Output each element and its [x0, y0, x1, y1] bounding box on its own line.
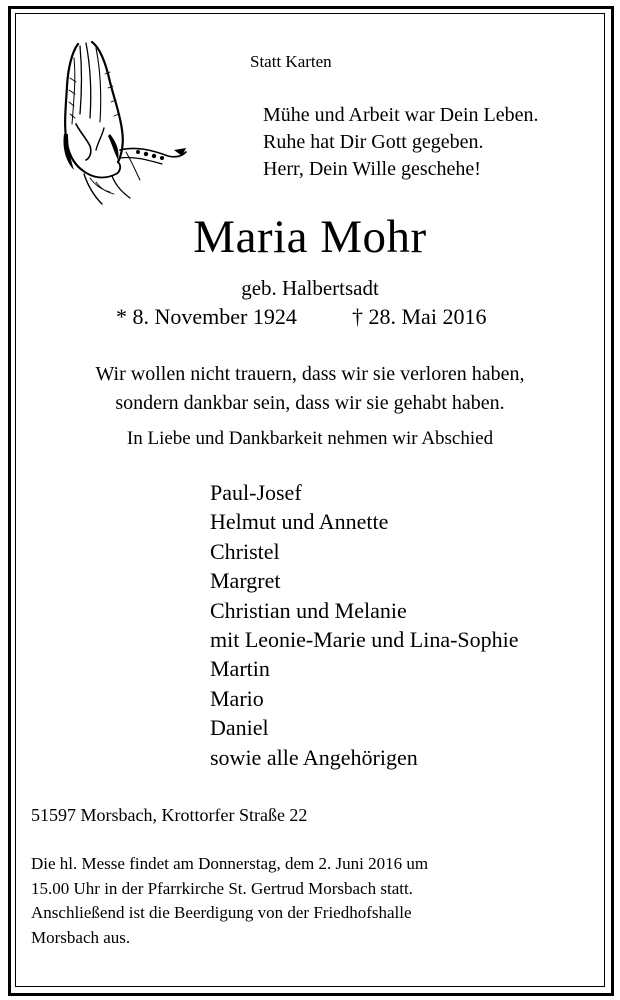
- survivors-list: [210, 478, 519, 772]
- notice-line: 15.00 Uhr in der Pfarrkirche St. Gertrud Morsbach statt.: [31, 878, 413, 898]
- verse-block: [263, 102, 538, 183]
- notice-line: Morsbach aus.: [31, 927, 131, 947]
- farewell-line: In Liebe und Dankbarkeit nehmen wir Abschied: [126, 428, 494, 449]
- survivor-entry: Daniel: [210, 715, 269, 741]
- survivor-entry: Martin: [210, 656, 270, 682]
- verse-line: Herr, Dein Wille geschehe!: [263, 158, 481, 180]
- verse-line: Ruhe hat Dir Gott gegeben.: [263, 131, 484, 153]
- quote-line: Wir wollen nicht trauern, dass wir sie verloren haben,: [95, 363, 525, 385]
- survivor-entry: Helmut und Annette: [210, 509, 389, 535]
- survivor-entry: Mario: [210, 685, 264, 711]
- verse-line: Mühe und Arbeit war Dein Leben.: [263, 104, 539, 126]
- survivor-entry: Christel: [210, 538, 280, 564]
- notice-line: Anschließend ist die Beerdigung von der Friedhofshalle: [31, 903, 412, 922]
- deceased-name: Maria Mohr: [193, 211, 427, 263]
- quote-line: sondern dankbar sein, dass wir sie gehabt haben.: [115, 392, 505, 414]
- survivor-entry: Christian und Melanie: [210, 597, 407, 623]
- survivor-entry: Margret: [210, 568, 281, 594]
- death-date: † 28. Mai 2016: [352, 304, 487, 329]
- survivor-entry: sowie alle Angehörigen: [210, 744, 418, 770]
- survivor-entry: mit Leonie-Marie und Lina-Sophie: [210, 627, 519, 653]
- survivor-entry: Paul-Josef: [210, 480, 302, 505]
- birth-date: * 8. November 1924: [116, 304, 297, 329]
- address-line: 51597 Morsbach, Krottorfer Straße 22: [31, 805, 308, 825]
- service-notice: [31, 852, 428, 950]
- birth-name: geb. Halbertsadt: [241, 276, 379, 300]
- notice-line: Die hl. Messe findet am Donnerstag, dem 2. Juni 2016 um: [31, 854, 429, 873]
- quote-block: [0, 360, 620, 418]
- statt-karten-label: Statt Karten: [250, 52, 332, 71]
- praying-hands-icon: [50, 38, 190, 208]
